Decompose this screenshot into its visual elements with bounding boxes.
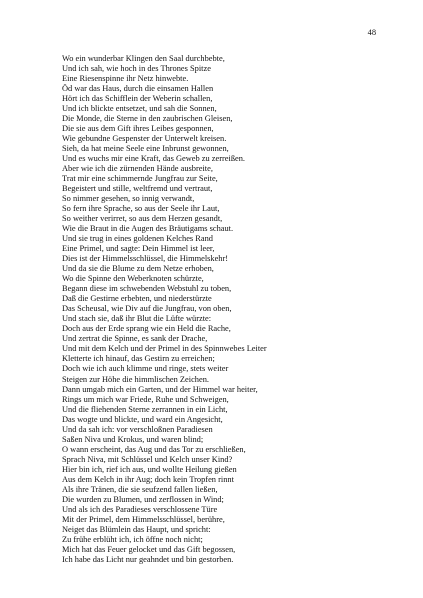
poem-line: Daß die Gestirne erbebten, und niederstürzte xyxy=(62,294,212,304)
poem-line: O wann erscheint, das Aug und das Tor zu erschließen, xyxy=(62,444,246,454)
poem-line: Aber wie ich die zürnenden Hände ausbreite, xyxy=(62,164,213,174)
poem-line: Eine Primel, und sagte: Dein Himmel ist leer, xyxy=(62,244,215,254)
poem-line: Rings um mich war Friede, Ruhe und Schweigen, xyxy=(62,394,229,404)
poem-line: Als ihre Tränen, die sie seufzend fallen ließen, xyxy=(62,484,218,494)
poem-line: Wo ein wunderbar Klingen den Saal durchbebte, xyxy=(62,54,225,63)
poem-line: Begeistert und stille, weltfremd und vertraut, xyxy=(62,184,213,194)
poem-line: Eine Riesenspinne ihr Netz hinwebte. xyxy=(62,74,189,84)
poem-line: Und als ich des Paradieses verschlossene Türe xyxy=(62,504,218,514)
poem-line: Die wurden zu Blumen, und zerflossen in Wind; xyxy=(62,494,224,504)
poem-line: Neiget das Blümlein das Haupt, und spricht: xyxy=(62,524,211,534)
poem-line: Hier bin ich, rief ich aus, und wollte Heilung gießen xyxy=(62,464,237,474)
poem-line: Dann umgab mich ein Garten, und der Himmel war heiter, xyxy=(62,384,258,394)
poem-line: Öd war das Haus, durch die einsamen Hallen xyxy=(62,84,214,94)
poem-line: Begann diese im schwebenden Webstuhl zu toben, xyxy=(62,284,232,294)
poem-line: Die Monde, die Sterne in den zaubrischen Gleisen, xyxy=(62,114,233,124)
poem-line: Wie die Braut in die Augen des Bräutigams schaut. xyxy=(62,224,234,234)
poem-line: So weither verirret, so aus dem Herzen gesandt, xyxy=(62,214,223,224)
poem-line: Und da sah ich: vor verschloßnen Paradiesen xyxy=(62,424,213,434)
poem-line: Aus dem Kelch in ihr Aug; doch kein Tropfen rinnt xyxy=(62,474,234,484)
poem-line: Und zertrat die Spinne, es sank der Drache, xyxy=(62,334,208,344)
poem-line: Sprach Niva, mit Schlüssel und Kelch unser Kind? xyxy=(62,454,233,464)
poem-line: So fern ihre Sprache, so aus der Seele ihr Laut, xyxy=(62,204,220,214)
poem-line: Trat mir eine schimmernde Jungfrau zur Seite, xyxy=(62,174,218,184)
poem-line: Und ich sah, wie hoch in des Thrones Spitze xyxy=(62,64,211,74)
poem-line: Das wogte und blickte, und ward ein Angesicht, xyxy=(62,414,223,424)
poem-line: Dies ist der Himmelsschlüssel, die Himmelskehr! xyxy=(62,254,229,264)
poem-line: Mit der Primel, dem Himmelsschlüssel, berühre, xyxy=(62,514,225,524)
poem-line: Und ich blickte entsetzet, und sah die Sonnen, xyxy=(62,104,217,114)
poem-text-block xyxy=(62,54,382,565)
poem-line: Und es wuchs mir eine Kraft, das Geweb zu zerreißen. xyxy=(62,154,246,164)
poem-line: Sieh, da hat meine Seele eine Inbrunst gewonnen, xyxy=(62,144,229,154)
poem-line: Saßen Niva und Krokus, und waren blind; xyxy=(62,434,204,444)
poem-line: Hört ich das Schifflein der Weberin schallen, xyxy=(62,94,213,104)
poem-line: So nimmer gesehen, so innig verwandt, xyxy=(62,194,195,204)
poem-line: Und mit dem Kelch und der Primel in des Spinnwebes Leiter xyxy=(62,344,267,354)
poem-line: Steigen zur Höhe die himmlischen Zeichen. xyxy=(62,374,209,384)
poem-line: Wo die Spinne den Weberknoten schürzte, xyxy=(62,274,204,284)
poem-line: Mich hat das Feuer gelocket und das Gift begossen, xyxy=(62,544,236,554)
poem-line: Wie gebundne Gespenster der Unterwelt kreisen. xyxy=(62,134,227,144)
poem-line: Kletterte ich hinauf, das Gestirn zu erreichen; xyxy=(62,354,215,364)
poem-line: Die sie aus dem Gift ihres Leibes gesponnen, xyxy=(62,124,214,134)
poem-line: Das Scheusal, wie Div auf die Jungfrau, von oben, xyxy=(62,304,232,314)
poem-line: Und sie trug in eines goldenen Kelches Rand xyxy=(62,234,213,244)
poem-line: Doch aus der Erde sprang wie ein Held die Rache, xyxy=(62,324,231,334)
poem-line: Und stach sie, daß ihr Blut die Lüfte würzte: xyxy=(62,314,212,324)
poem-line: Zu frühe erblüht ich, ich öffne noch nicht; xyxy=(62,534,203,544)
poem-line: Und da sie die Blume zu dem Netze erhoben, xyxy=(62,264,214,274)
poem-line: Und die fliehenden Sterne zerrannen in ein Licht, xyxy=(62,404,228,414)
poem-line: Ich habe das Licht nur geahndet und bin gestorben. xyxy=(62,554,234,564)
page-number: 48 xyxy=(367,28,376,37)
poem-line: Doch wie ich auch klimme und ringe, stets weiter xyxy=(62,364,229,374)
